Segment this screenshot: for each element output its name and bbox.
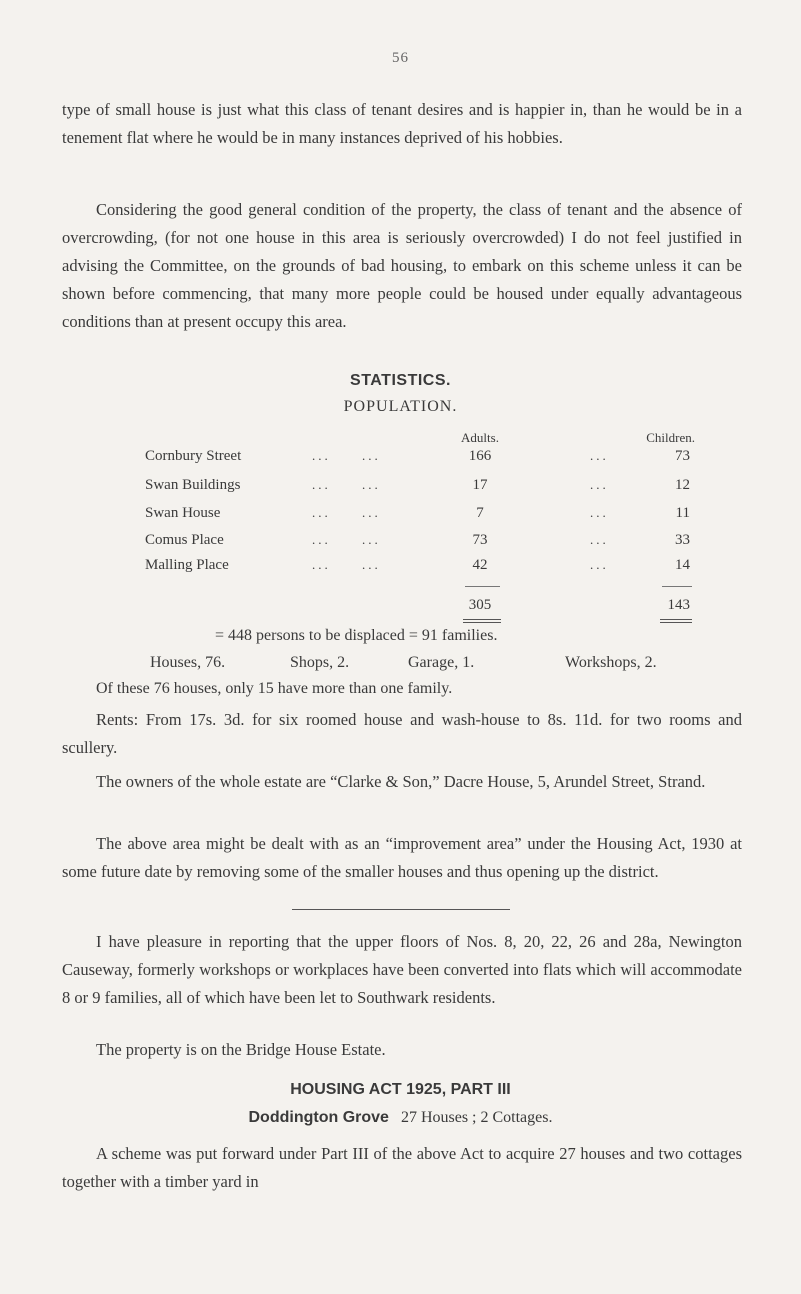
section-divider xyxy=(292,909,510,910)
paragraph-owners: The owners of the whole estate are “Clarke & Son,” Dacre House, 5, Arundel Street, Strand. xyxy=(96,772,706,791)
row-adults: 73 xyxy=(472,532,488,548)
statistics-heading: STATISTICS. xyxy=(350,372,451,389)
row-children: 12 xyxy=(675,477,690,493)
row-adults: 166 xyxy=(468,448,492,464)
population-heading: POPULATION. xyxy=(343,398,458,415)
row-children: 14 xyxy=(675,557,690,573)
leader-dots: ... xyxy=(590,505,609,520)
paragraph-intro: type of small house is just what this class of tenant desires and is happier in, than he would be in a tenement flat where he would be in many instances deprived of his hobbies. xyxy=(62,100,742,147)
column-header-children: Children. xyxy=(646,430,695,445)
row-adults: 42 xyxy=(472,557,488,573)
leader-dots: ... ... xyxy=(312,532,381,547)
row-name: Comus Place xyxy=(145,532,224,548)
column-header-adults: Adults. xyxy=(461,430,499,445)
table-row xyxy=(0,505,801,529)
leader-dots: ... ... xyxy=(312,477,381,492)
doddington-grove-line xyxy=(0,1109,801,1127)
leader-dots: ... ... xyxy=(312,505,381,520)
table-row xyxy=(0,532,801,556)
paragraph-rents: Rents: From 17s. 3d. for six roomed house and wash-house to 8s. 11d. for two rooms and scullery. xyxy=(62,710,742,757)
row-adults: 17 xyxy=(472,477,488,493)
leader-dots: ... ... xyxy=(312,448,381,463)
workshops-count: Workshops, 2. xyxy=(565,654,657,671)
doddington-grove-detail: 27 Houses ; 2 Cottages. xyxy=(400,1109,553,1126)
shops-count: Shops, 2. xyxy=(290,654,350,671)
leader-dots: ... ... xyxy=(312,557,381,572)
doddington-grove-title: Doddington Grove xyxy=(248,1109,389,1126)
row-name: Cornbury Street xyxy=(145,448,242,464)
row-children: 11 xyxy=(675,505,690,521)
table-row xyxy=(0,448,801,472)
row-name: Swan Buildings xyxy=(145,477,241,493)
paragraph-newington-flats: I have pleasure in reporting that the upper floors of Nos. 8, 20, 22, 26 and 28a, Newington Causeway, formerly workshops or workplaces have been converted into flats which will accommodate 8 or 9 families, all of which have been let to Southwark residents. xyxy=(62,932,742,1007)
row-children: 73 xyxy=(675,448,690,464)
sum-rule-adults xyxy=(465,586,500,587)
leader-dots: ... xyxy=(590,448,609,463)
garage-count: Garage, 1. xyxy=(408,654,475,671)
row-name: Swan House xyxy=(145,505,221,521)
double-rule-adults xyxy=(463,619,501,623)
table-row xyxy=(0,557,801,581)
row-adults: 7 xyxy=(476,505,484,521)
paragraph-improvement-area: The above area might be dealt with as an “improvement area” under the Housing Act, 1930 at some future date by removing some of the smaller houses and thus opening up the district. xyxy=(62,834,742,881)
houses-count: Houses, 76. xyxy=(150,654,226,671)
double-rule-children xyxy=(660,619,692,623)
leader-dots: ... xyxy=(590,477,609,492)
leader-dots: ... xyxy=(590,557,609,572)
paragraph-property-estate: The property is on the Bridge House Estate. xyxy=(96,1040,386,1059)
paragraph-scheme: A scheme was put forward under Part III of the above Act to acquire 27 houses and two cottages together with a timber yard in xyxy=(62,1144,742,1191)
total-children: 143 xyxy=(667,597,690,613)
housing-act-heading: HOUSING ACT 1925, PART III xyxy=(290,1081,511,1098)
paragraph-considering: Considering the good general condition of the property, the class of tenant and the absence of overcrowding, (for not one house in this area is seriously overcrowded) I do not feel justified in advising the Committee, on the grounds of bad housing, to embark on this scheme unless it can be shown before commencing, that many more people could be housed under equally advantageous conditions than at present occupy this area. xyxy=(62,200,742,331)
leader-dots: ... xyxy=(590,532,609,547)
houses-families-line: Of these 76 houses, only 15 have more than one family. xyxy=(96,680,453,697)
page-number: 56 xyxy=(392,50,409,66)
row-children: 33 xyxy=(675,532,690,548)
sum-rule-children xyxy=(662,586,692,587)
displaced-line: = 448 persons to be displaced = 91 families. xyxy=(215,627,498,644)
row-name: Malling Place xyxy=(145,557,229,573)
table-row xyxy=(0,477,801,501)
total-adults: 305 xyxy=(468,597,492,613)
